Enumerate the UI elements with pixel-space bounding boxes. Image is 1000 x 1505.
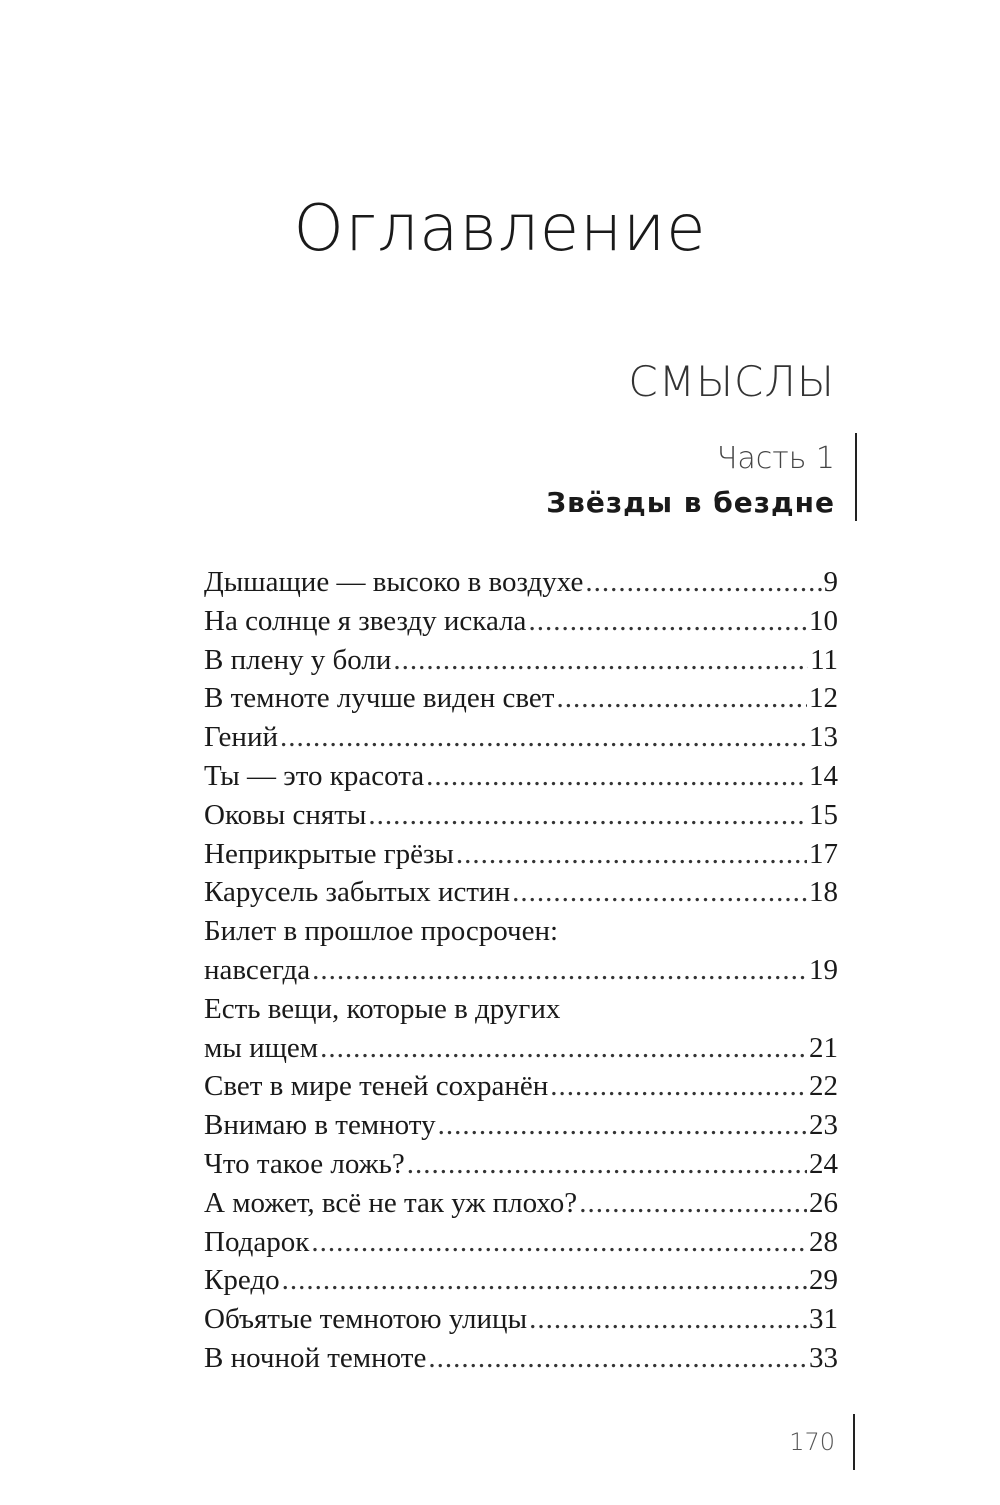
- dot-leader: [282, 1261, 807, 1300]
- toc-entry-page: 19: [809, 953, 838, 986]
- toc-entry-page: 21: [809, 1031, 838, 1064]
- dot-leader: [550, 1067, 807, 1106]
- toc-entry-title: В ночной темноте: [204, 1341, 427, 1374]
- toc-row: [204, 835, 838, 874]
- toc-entry[interactable]: [204, 1106, 838, 1145]
- toc-row: [204, 873, 838, 912]
- dot-leader: [438, 1106, 807, 1145]
- toc-entry-title: Гений: [204, 721, 278, 754]
- toc-entry[interactable]: [204, 563, 838, 602]
- toc-entry-page: 24: [809, 1147, 838, 1180]
- toc-entry[interactable]: [204, 1339, 838, 1378]
- toc-entry-page: 17: [809, 837, 838, 870]
- toc-entry-page: 26: [809, 1186, 838, 1219]
- toc-entry-page: 10: [809, 604, 838, 637]
- toc-row: [204, 951, 838, 990]
- toc-row: [204, 679, 838, 718]
- dot-leader: [579, 1184, 807, 1223]
- toc-entry[interactable]: [204, 873, 838, 912]
- dot-leader: [280, 718, 807, 757]
- toc-entry-title: В плену у боли: [204, 643, 392, 676]
- toc-entry-title: Подарок: [204, 1225, 310, 1258]
- dot-leader: [556, 679, 807, 718]
- toc-entry-page: 14: [809, 759, 838, 792]
- toc-entry-title: А может, всё не так уж плохо?: [204, 1186, 578, 1219]
- toc-entry-page: 12: [809, 682, 838, 715]
- toc-row: [204, 1067, 838, 1106]
- toc-entry-page: 13: [809, 721, 838, 754]
- toc-row: [204, 1261, 838, 1300]
- toc-entry-page: 28: [809, 1225, 838, 1258]
- toc-row: [204, 563, 838, 602]
- part-heading: [546, 437, 835, 525]
- dot-leader: [428, 1339, 807, 1378]
- dot-leader: [512, 873, 807, 912]
- toc-entry-title: На солнце я звезду искала: [204, 604, 527, 637]
- section-title: СМЫСЛЫ: [628, 357, 835, 406]
- toc-entry-title: Билет в прошлое просрочен:: [204, 915, 559, 948]
- toc-entry-page: 23: [809, 1109, 838, 1142]
- toc-entry[interactable]: [204, 718, 838, 757]
- toc-row: [204, 641, 838, 680]
- toc-entry[interactable]: [204, 1300, 838, 1339]
- toc-entry[interactable]: [204, 679, 838, 718]
- toc-entry[interactable]: [204, 796, 838, 835]
- toc-entry-title: Оковы сняты: [204, 798, 367, 831]
- toc-row: [204, 1106, 838, 1145]
- toc-entry[interactable]: [204, 1223, 838, 1262]
- toc-entry[interactable]: [204, 757, 838, 796]
- toc-entry-page: 33: [809, 1341, 838, 1374]
- toc-entry-page: 11: [810, 643, 838, 676]
- toc-row: [204, 796, 838, 835]
- page-number: 170: [789, 1428, 835, 1456]
- toc-entry-title: Есть вещи, которые в других: [204, 992, 561, 1025]
- dot-leader: [456, 835, 807, 874]
- toc-entry[interactable]: [204, 835, 838, 874]
- toc-entry-title: Внимаю в темноту: [204, 1109, 436, 1142]
- toc-row: [204, 718, 838, 757]
- toc-row: [204, 1339, 838, 1378]
- toc-entry[interactable]: [204, 602, 838, 641]
- toc-entry-title: Карусель забытых истин: [204, 876, 511, 909]
- toc-entry-title: В темноте лучше виден свет: [204, 682, 555, 715]
- dot-leader: [368, 796, 807, 835]
- toc-entry-page: 22: [809, 1070, 838, 1103]
- toc-entry-page: 15: [809, 798, 838, 831]
- toc-entry-title: Свет в мире теней сохранён: [204, 1070, 549, 1103]
- dot-leader: [320, 1029, 807, 1068]
- toc-row: [204, 757, 838, 796]
- toc-entry[interactable]: [204, 1184, 838, 1223]
- toc-row: [204, 1145, 838, 1184]
- toc-entry[interactable]: [204, 1067, 838, 1106]
- toc-entry[interactable]: [204, 912, 838, 990]
- toc-entry-page: 18: [809, 876, 838, 909]
- toc-entry-title: навсегда: [204, 953, 311, 986]
- toc-row: [204, 1029, 838, 1068]
- toc-entry[interactable]: [204, 1261, 838, 1300]
- dot-leader: [529, 1300, 807, 1339]
- toc-entry[interactable]: [204, 1145, 838, 1184]
- table-of-contents: [204, 563, 838, 1378]
- dot-leader: [393, 641, 808, 680]
- toc-entry[interactable]: [204, 990, 838, 1068]
- dot-leader: [312, 951, 807, 990]
- toc-entry-title: Объятые темнотою улицы: [204, 1303, 528, 1336]
- toc-row: [204, 1223, 838, 1262]
- part-divider: [855, 433, 857, 521]
- page-title: Оглавление: [293, 192, 707, 266]
- toc-entry-title: мы ищем: [204, 1031, 319, 1064]
- dot-leader: [528, 602, 807, 641]
- toc-entry-title: Неприкрытые грёзы: [204, 837, 454, 870]
- toc-entry-title: Дышащие — высоко в воздухе: [204, 566, 584, 598]
- dot-leader: [407, 1145, 807, 1184]
- toc-entry-title: Ты — это красота: [204, 759, 425, 792]
- toc-row: [204, 602, 838, 641]
- folio-divider: [853, 1414, 855, 1470]
- toc-row: [204, 1184, 838, 1223]
- toc-entry-title: Что такое ложь?: [204, 1147, 405, 1180]
- part-label: Часть 1: [716, 441, 835, 476]
- dot-leader: [585, 563, 821, 602]
- toc-row: [204, 1300, 838, 1339]
- dot-leader: [426, 757, 807, 796]
- toc-entry[interactable]: [204, 641, 838, 680]
- toc-entry-page: 9: [823, 566, 838, 598]
- toc-entry-page: 29: [809, 1264, 838, 1297]
- toc-entry-title: Кредо: [204, 1264, 280, 1297]
- part-name: Звёзды в бездне: [546, 486, 835, 519]
- toc-entry-page: 31: [809, 1303, 838, 1336]
- dot-leader: [311, 1223, 807, 1262]
